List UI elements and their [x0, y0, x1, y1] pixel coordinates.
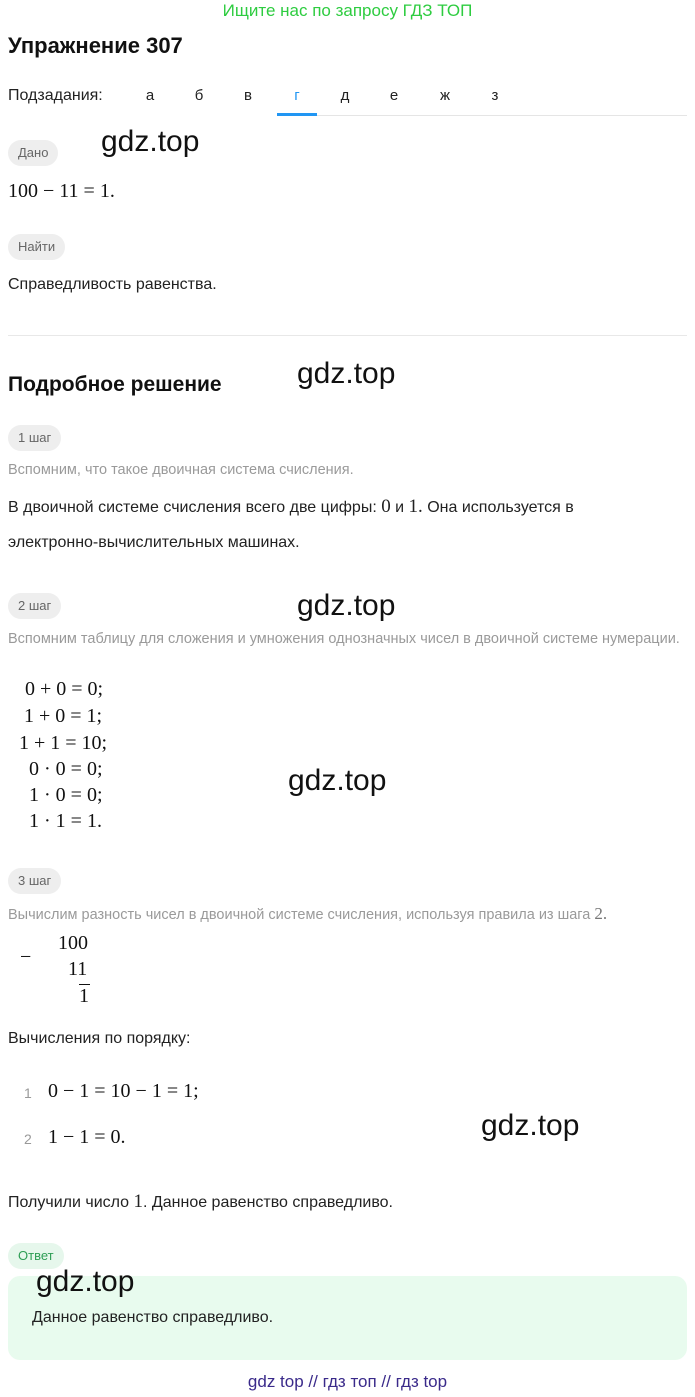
rule-row: 0 + 0 = 0; — [25, 678, 104, 700]
watermark: gdz.top — [36, 1265, 135, 1298]
tab-z[interactable]: з — [491, 87, 499, 104]
rule-row: 1 + 0 = 1; — [24, 705, 103, 727]
rule-row: 1 · 0 = 0; — [29, 784, 103, 806]
find-pill: Найти — [8, 234, 65, 260]
answer-text: Данное равенство справедливо. — [32, 1309, 274, 1326]
section-divider — [8, 335, 687, 336]
given-expression: 100 − 11 = 1. — [8, 180, 115, 202]
page-title: Упражнение 307 — [8, 33, 183, 58]
subtasks-label: Подзадания: — [8, 87, 103, 104]
promo-banner: Ищите нас по запросу ГДЗ ТОП — [222, 1, 473, 20]
given-pill: Дано — [8, 140, 58, 166]
solution-title: Подробное решение — [8, 373, 222, 396]
tab-g[interactable]: г — [294, 87, 300, 104]
step-number: 2 — [24, 1131, 32, 1147]
calc-step: 0 − 1 = 10 − 1 = 1; — [48, 1080, 199, 1102]
rule-row: 1 · 1 = 1. — [29, 810, 102, 832]
conclusion: Получили число 1. Данное равенство справедливо. — [8, 1191, 393, 1212]
step1-line1: В двоичной системе счисления всего две цифры: 0 и 1. Она используется в — [8, 496, 574, 517]
step1-line2: электронно-вычислительных машинах. — [8, 534, 300, 551]
footer-links[interactable]: gdz top // гдз топ // гдз top — [247, 1372, 448, 1391]
rule-row: 0 · 0 = 0; — [29, 758, 103, 780]
step-number: 1 — [24, 1085, 32, 1101]
step-ref: 2. — [594, 904, 608, 923]
find-text: Справедливость равенства. — [8, 276, 217, 293]
column-result: 1 — [79, 985, 89, 1007]
conclusion-number: 1 — [133, 1191, 144, 1212]
column-subtrahend: 11 — [68, 958, 88, 980]
order-label: Вычисления по порядку: — [8, 1030, 191, 1047]
column-minus-sign: − — [20, 946, 32, 968]
step3-hint: Вычислим разность чисел в двоичной системе счисления, используя правила из шага 2. — [8, 904, 608, 923]
tab-d[interactable]: д — [340, 87, 350, 104]
watermark: gdz.top — [288, 764, 387, 797]
watermark: gdz.top — [297, 357, 396, 390]
tab-zh[interactable]: ж — [439, 87, 451, 104]
watermark: gdz.top — [101, 125, 200, 158]
rule-row: 1 + 1 = 10; — [19, 732, 108, 754]
step1-pill: 1 шаг — [8, 425, 61, 451]
step3-pill: 3 шаг — [8, 868, 61, 894]
step1-hint: Вспомним, что такое двоичная система счисления. — [8, 462, 354, 478]
tab-a[interactable]: а — [145, 87, 155, 104]
answer-pill: Ответ — [8, 1243, 64, 1269]
calc-step: 1 − 1 = 0. — [48, 1126, 126, 1148]
watermark: gdz.top — [481, 1109, 580, 1142]
column-minuend: 100 — [58, 932, 88, 954]
step2-pill: 2 шаг — [8, 593, 61, 619]
tabs-divider — [277, 115, 687, 116]
digit-zero: 0 — [381, 496, 391, 517]
tab-b[interactable]: б — [194, 87, 204, 104]
watermark: gdz.top — [297, 589, 396, 622]
active-tab-indicator — [277, 113, 317, 116]
digit-one: 1 — [408, 496, 419, 517]
tab-v[interactable]: в — [244, 87, 252, 104]
tab-e[interactable]: е — [389, 87, 399, 104]
step2-hint: Вспомним таблицу для сложения и умножения однозначных чисел в двоичной системе нумерации. — [8, 631, 680, 647]
